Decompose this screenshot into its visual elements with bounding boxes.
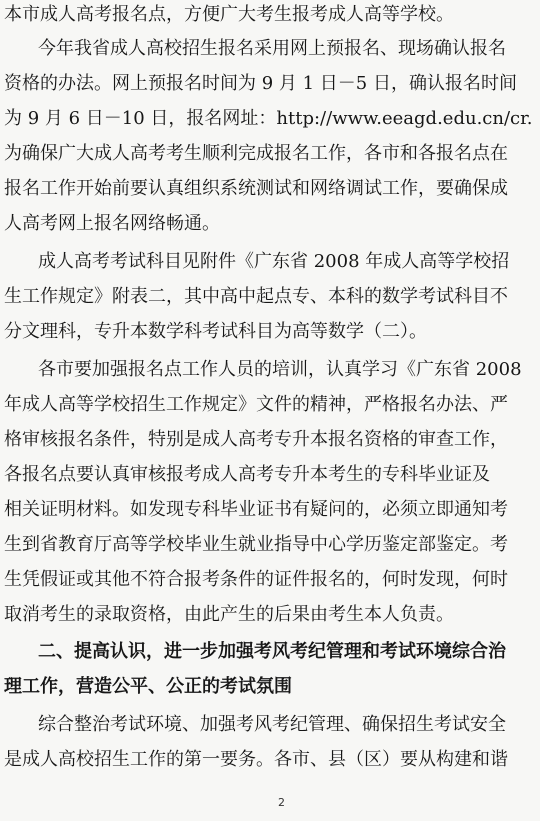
text-line [4, 530, 540, 560]
paragraph-text: 报名工作开始前要认真组织系统测试和网络调试工作，要确保成 [4, 178, 508, 199]
paragraph-text: 取消考生的录取资格，由此产生的后果由考生本人负责。 [4, 604, 454, 625]
text-line [4, 495, 540, 525]
text-line [38, 355, 540, 385]
paragraph-text: 是成人高校招生工作的第一要务。各市、县（区）要从构建和谐 [4, 749, 508, 770]
paragraph-text: 今年我省成人高校招生报名采用网上预报名、现场确认报名 [38, 38, 506, 59]
text-line [4, 139, 540, 169]
text-line [38, 710, 540, 740]
text-line [4, 425, 540, 455]
text-line [4, 745, 540, 775]
text-line [4, 104, 540, 134]
section-heading-line [38, 637, 540, 667]
text-line [4, 600, 540, 630]
section-heading-text: 理工作，营造公平、公正的考试氛围 [4, 676, 292, 697]
section-heading-text: 二、提高认识，进一步加强考风考纪管理和考试环境综合治 [38, 641, 506, 662]
paragraph-text: 分文理科，专升本数学科考试科目为高等数学（二）。 [4, 321, 427, 342]
paragraph-text: 年成人高等学校招生工作规定》文件的精神，严格报名办法、严 [4, 394, 508, 415]
text-line [38, 247, 540, 277]
page-number: 2 [278, 796, 285, 809]
paragraph-text: 本市成人高考报名点，方便广大考生报考成人高等学校。 [4, 4, 454, 25]
text-line [4, 460, 540, 490]
paragraph-text: 资格的办法。网上预报名时间为 9 月 1 日－5 日，确认报名时间 [4, 73, 517, 94]
text-line [4, 69, 540, 99]
paragraph-text: 生工作规定》附表二，其中高中起点专、本科的数学考试科目不 [4, 286, 508, 307]
paragraph-text: 为确保广大成人高考考生顺利完成报名工作，各市和各报名点在 [4, 143, 508, 164]
paragraph-text: 格审核报名条件，特别是成人高考专升本报名资格的审查工作， [4, 429, 508, 450]
text-line [4, 282, 540, 312]
paragraph-text: 各市要加强报名点工作人员的培训，认真学习《广东省 2008 [38, 359, 522, 380]
paragraph-text: 综合整治考试环境、加强考风考纪管理、确保招生考试安全 [38, 714, 506, 735]
text-line [4, 565, 540, 595]
text-line [4, 390, 540, 420]
text-line [4, 317, 540, 347]
paragraph-text: 各报名点要认真审核报考成人高考专升本考生的专科毕业证及 [4, 464, 490, 485]
text-line [38, 34, 540, 64]
text-line [4, 0, 540, 30]
text-line [4, 209, 540, 239]
paragraph-text: 成人高考考试科目见附件《广东省 2008 年成人高等学校招 [38, 251, 510, 272]
paragraph-text: 为 9 月 6 日－10 日，报名网址：http://www.eeagd.edu.cn/cr. [4, 108, 533, 129]
section-heading-line [4, 672, 540, 702]
paragraph-text: 生到省教育厅高等学校毕业生就业指导中心学历鉴定部鉴定。考 [4, 534, 508, 555]
text-line [4, 174, 540, 204]
paragraph-text: 生凭假证或其他不符合报考条件的证件报名的，何时发现，何时 [4, 569, 508, 590]
paragraph-text: 相关证明材料。如发现专科毕业证书有疑问的，必须立即通知考 [4, 499, 508, 520]
paragraph-text: 人高考网上报名网络畅通。 [4, 213, 220, 234]
